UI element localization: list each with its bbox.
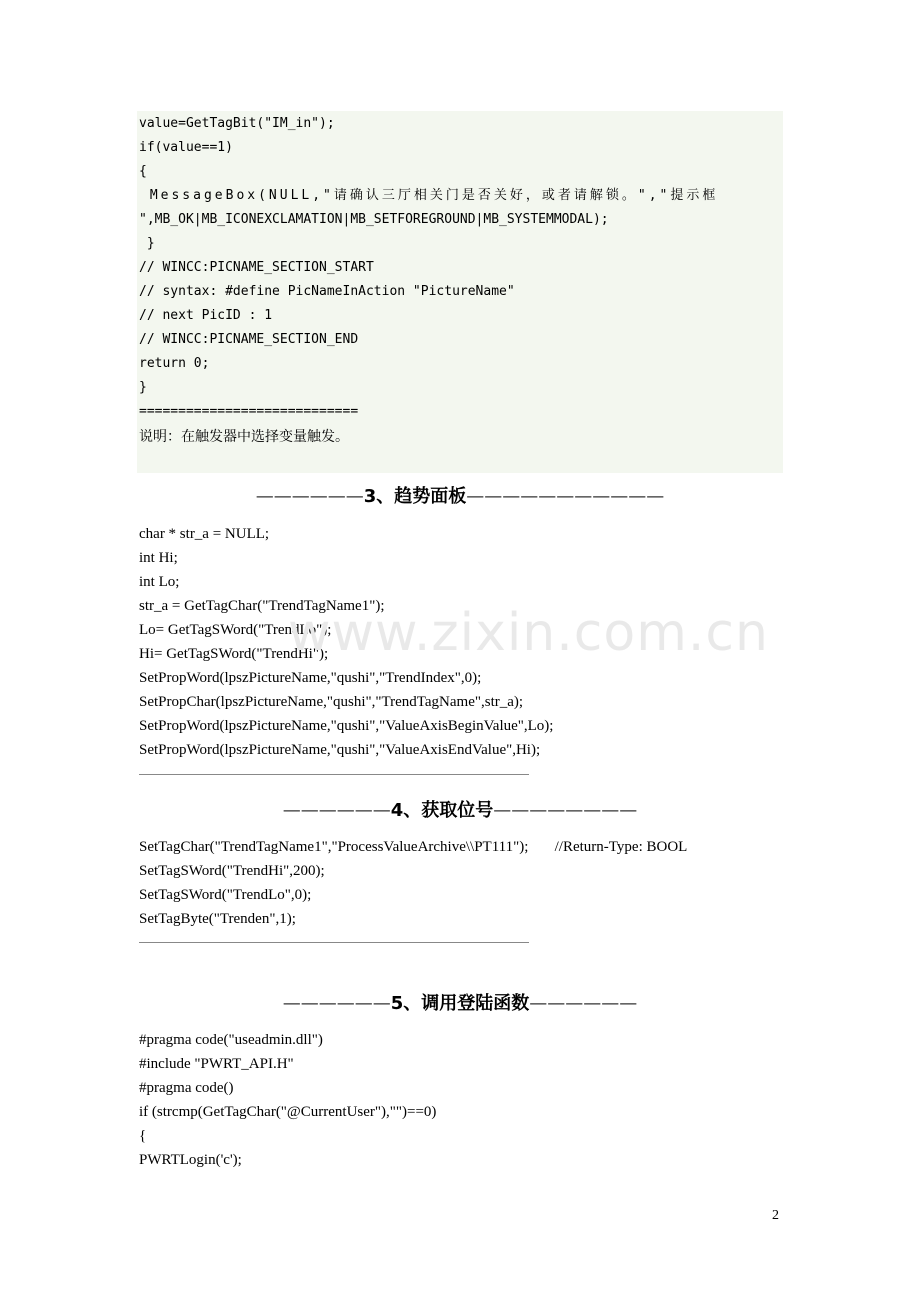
code-line: SetTagSWord("TrendHi",200); xyxy=(139,863,325,879)
code-line: SetTagSWord("TrendLo",0); xyxy=(139,887,312,903)
code-line: return 0; xyxy=(139,356,210,371)
code-line: str_a = GetTagChar("TrendTagName1"); xyxy=(139,598,385,614)
heading-dash: —————— xyxy=(255,486,364,507)
heading-title: 3、趋势面板 xyxy=(363,486,467,507)
code-line: Hi= GetTagSWord("TrendHi"); xyxy=(139,646,329,662)
code-note: 说明：在触发器中选择变量触发。 xyxy=(139,429,349,445)
code-line: #pragma code() xyxy=(139,1080,234,1096)
section-heading-login xyxy=(0,993,920,1015)
heading-title: 4、获取位号 xyxy=(390,800,494,821)
code-line: if (strcmp(GetTagChar("@CurrentUser"),"")==0) xyxy=(139,1104,437,1120)
heading-dash: — xyxy=(466,486,485,507)
code-line: SetPropChar(lpszPictureName,"qushi","TrendTagName",str_a); xyxy=(139,694,524,710)
section-heading-get-tag xyxy=(0,800,920,822)
code-separator: ============================ xyxy=(139,404,359,419)
code-line: SetTagChar("TrendTagName1","ProcessValueArchive\\PT111"); //Return-Type: BOOL xyxy=(139,839,688,855)
page-number: 2 xyxy=(772,1208,779,1223)
code-line: { xyxy=(139,164,147,179)
heading-title: 5、调用登陆函数 xyxy=(390,993,530,1014)
code-line: SetPropWord(lpszPictureName,"qushi","TrendIndex",0); xyxy=(139,670,482,686)
code-line: int Hi; xyxy=(139,550,178,566)
code-line: // WINCC:PICNAME_SECTION_START xyxy=(139,260,374,275)
watermark: www.zixin.com.cn xyxy=(288,603,769,663)
horizontal-rule xyxy=(139,942,529,943)
code-line: if(value==1) xyxy=(139,140,233,155)
heading-dash: —— xyxy=(493,800,530,821)
heading-dash: —————— xyxy=(282,800,391,821)
section-heading-trend-panel xyxy=(0,486,920,508)
code-line: ",MB_OK|MB_ICONEXCLAMATION|MB_SETFOREGROUND|MB_SYSTEMMODAL); xyxy=(139,212,609,227)
code-line: value=GetTagBit("IM_in"); xyxy=(139,116,335,131)
heading-dash: —————— xyxy=(529,993,638,1014)
code-line: // syntax: #define PicNameInAction "PictureName" xyxy=(139,284,515,299)
code-line: // next PicID : 1 xyxy=(139,308,273,323)
code-line: #pragma code("useadmin.dll") xyxy=(139,1032,323,1048)
heading-dash: —————— xyxy=(529,800,638,821)
code-line: #include "PWRT_API.H" xyxy=(139,1056,294,1072)
code-line: } xyxy=(139,236,155,251)
code-line: Lo= GetTagSWord("TrendLo"); xyxy=(139,622,332,638)
horizontal-rule xyxy=(139,774,529,775)
code-line: // WINCC:PICNAME_SECTION_END xyxy=(139,332,359,347)
code-line: SetTagByte("Trenden",1); xyxy=(139,911,296,927)
code-line: SetPropWord(lpszPictureName,"qushi","ValueAxisEndValue",Hi); xyxy=(139,742,541,758)
code-line: char * str_a = NULL; xyxy=(139,526,270,542)
code-line: { xyxy=(139,1128,147,1144)
code-line: } xyxy=(139,380,147,395)
code-line: PWRTLogin('c'); xyxy=(139,1152,242,1168)
code-line: MessageBox(NULL,"请确认三厅相关门是否关好，或者请解锁。","提示框 xyxy=(139,188,719,203)
heading-dash: —————— xyxy=(282,993,391,1014)
code-line: SetPropWord(lpszPictureName,"qushi","ValueAxisBeginValue",Lo); xyxy=(139,718,554,734)
code-line: int Lo; xyxy=(139,574,180,590)
heading-dash: —————————— xyxy=(484,486,665,507)
